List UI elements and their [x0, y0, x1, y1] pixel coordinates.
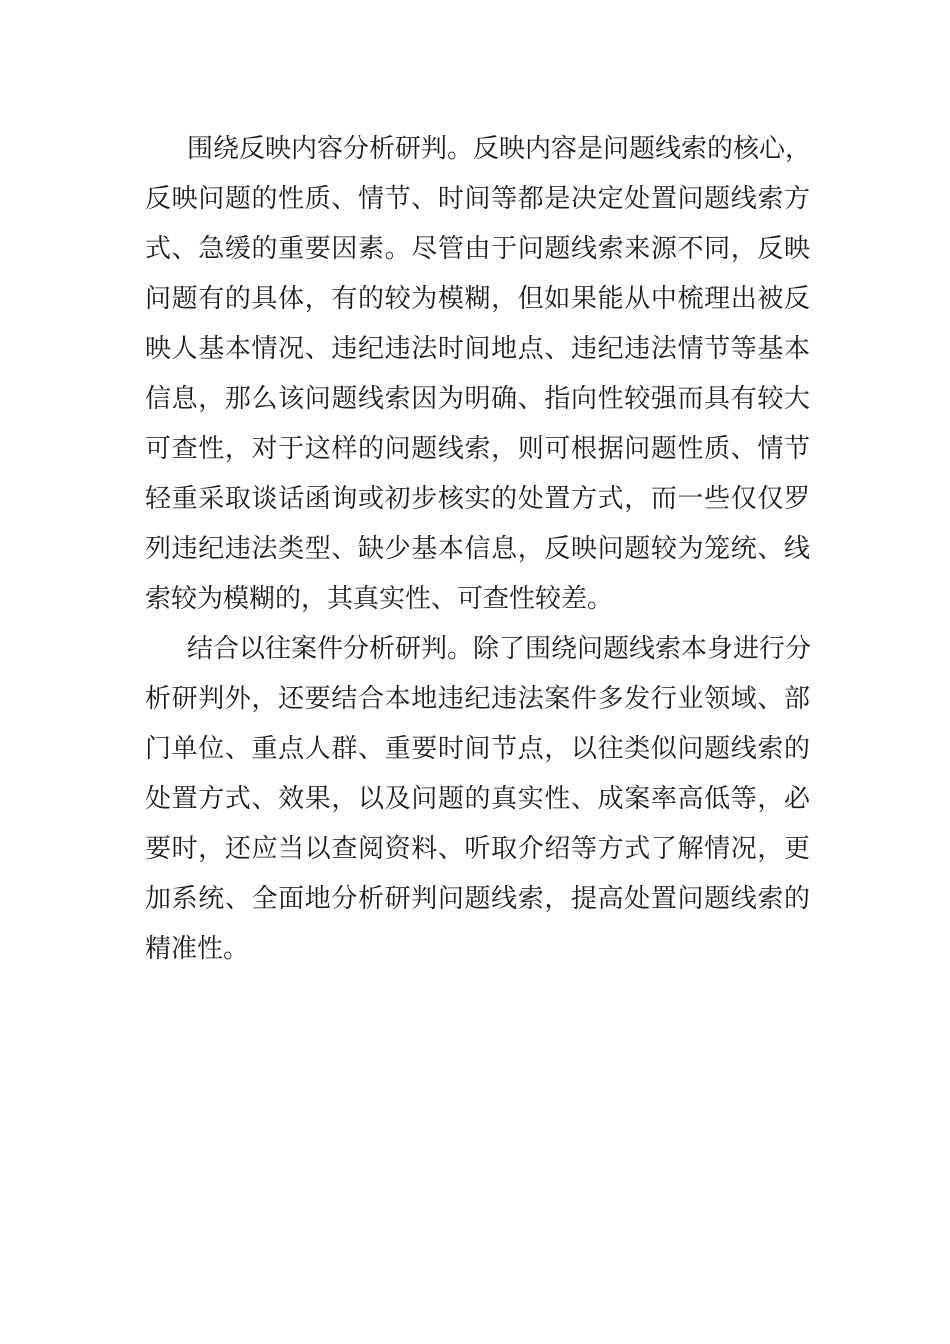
document-body — [145, 124, 810, 974]
text-line: 处置方式、效果，以及问题的真实性、成案率高低等，必 — [145, 784, 810, 814]
paragraph-1 — [145, 124, 810, 624]
text-line: 要时，还应当以查阅资料、听取介绍等方式了解情况，更 — [145, 834, 810, 864]
text-line: 列违纪违法类型、缺少基本信息，反映问题较为笼统、线 — [145, 534, 810, 564]
text-line: 映人基本情况、违纪违法时间地点、违纪违法情节等基本 — [145, 334, 810, 364]
text-line: 反映问题的性质、情节、时间等都是决定处置问题线索方 — [145, 184, 810, 214]
text-line: 门单位、重点人群、重要时间节点，以往类似问题线索的 — [145, 734, 810, 764]
text-line: 加系统、全面地分析研判问题线索，提高处置问题线索的 — [145, 884, 810, 914]
text-line: 围绕反映内容分析研判。反映内容是问题线索的核心， — [187, 134, 812, 164]
text-line: 信息，那么该问题线索因为明确、指向性较强而具有较大 — [145, 384, 810, 414]
paragraph-2 — [145, 624, 810, 974]
text-line: 问题有的具体，有的较为模糊，但如果能从中梳理出被反 — [145, 284, 810, 314]
text-line: 结合以往案件分析研判。除了围绕问题线索本身进行分 — [187, 634, 812, 664]
text-line: 可查性，对于这样的问题线索，则可根据问题性质、情节 — [145, 434, 810, 464]
text-line: 析研判外，还要结合本地违纪违法案件多发行业领域、部 — [145, 684, 810, 714]
text-line: 式、急缓的重要因素。尽管由于问题线索来源不同，反映 — [145, 234, 810, 264]
text-line: 精准性。 — [145, 934, 250, 964]
text-line: 轻重采取谈话函询或初步核实的处置方式，而一些仅仅罗 — [145, 484, 810, 514]
text-line: 索较为模糊的，其真实性、可查性较差。 — [145, 584, 614, 614]
